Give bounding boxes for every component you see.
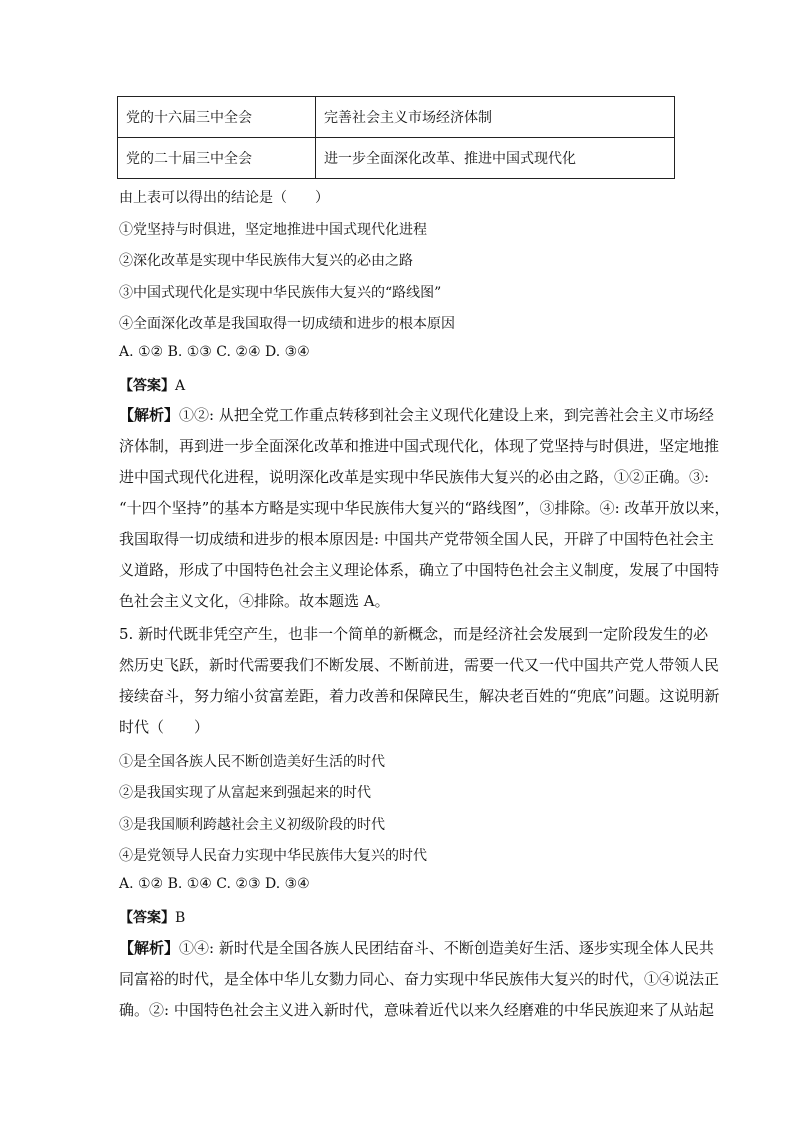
table-row bbox=[118, 97, 675, 138]
q4-option: ③中国式现代化是实现中华民族伟大复兴的“路线图” bbox=[119, 285, 442, 301]
stem-line: 5. 新时代既非凭空产生，也非一个简单的新概念，而是经济社会发展到一定阶段发生的必 bbox=[119, 625, 709, 643]
q4-option: ④全面深化改革是我国取得一切成绩和进步的根本原因 bbox=[119, 316, 455, 332]
answer-label: 【答案】 bbox=[119, 378, 175, 394]
comparison-table bbox=[117, 96, 675, 179]
analysis-label: 【解析】 bbox=[119, 406, 180, 424]
analysis-line: 我国取得一切成绩和进步的根本原因是: 中国共产党带领全国人民，开辟了中国特色社会主 bbox=[119, 530, 714, 548]
analysis-label: 【解析】 bbox=[119, 939, 180, 957]
q4-answer bbox=[119, 375, 185, 395]
q5-option: ②是我国实现了从富起来到强起来的时代 bbox=[119, 785, 371, 801]
q4-analysis bbox=[119, 400, 730, 617]
q4-option: ②深化改革是实现中华民族伟大复兴的必由之路 bbox=[119, 253, 413, 269]
table-cell: 党的二十届三中全会 bbox=[118, 138, 316, 179]
q5-option: ④是党领导人民奋力实现中华民族伟大复兴的时代 bbox=[119, 848, 427, 864]
stem-line: 然历史飞跃，新时代需要我们不断发展、不断前进，需要一代又一代中国共产党人带领人民 bbox=[119, 656, 720, 674]
analysis-line: 进中国式现代化进程，说明深化改革是实现中华民族伟大复兴的必由之路，①②正确。③: bbox=[119, 468, 710, 486]
analysis-line: 确。②: 中国特色社会主义进入新时代，意味着近代以来久经磨难的中华民族迎来了从站起 bbox=[119, 1001, 714, 1019]
answer-label: 【答案】 bbox=[119, 910, 175, 926]
q5-option: ③是我国顺利跨越社会主义初级阶段的时代 bbox=[119, 817, 385, 833]
table-row bbox=[118, 138, 675, 179]
answer-value: B bbox=[175, 910, 186, 926]
q5-analysis bbox=[119, 933, 720, 1026]
analysis-line: 【解析】①②: 从把全党工作重点转移到社会主义现代化建设上来，到完善社会主义市场经 bbox=[119, 406, 714, 424]
table-cell: 完善社会主义市场经济体制 bbox=[316, 97, 675, 138]
table-cell: 进一步全面深化改革、推进中国式现代化 bbox=[316, 138, 675, 179]
table-cell: 党的十六届三中全会 bbox=[118, 97, 316, 138]
q5-choices: A. ①② B. ①④ C. ②③ D. ③④ bbox=[119, 876, 310, 892]
analysis-line: 同富裕的时代，是全体中华儿女勠力同心、奋力实现中华民族伟大复兴的时代，①④说法正 bbox=[119, 970, 720, 988]
analysis-line: 色社会主义文化，④排除。故本题选 A。 bbox=[119, 592, 390, 610]
stem-line: 接续奋斗，努力缩小贫富差距，着力改善和保障民生，解决老百姓的“兜底”问题。这说明新 bbox=[119, 687, 720, 705]
analysis-line: 济体制，再到进一步全面深化改革和推进中国式现代化，体现了党坚持与时俱进，坚定地推 bbox=[119, 437, 720, 455]
analysis-line: “十四个坚持”的基本方略是实现中华民族伟大复兴的“路线图”，③排除。④: 改革开放以来， bbox=[119, 499, 730, 517]
analysis-line: 【解析】①④: 新时代是全国各族人民团结奋斗、不断创造美好生活、逐步实现全体人民共 bbox=[119, 939, 714, 957]
answer-value: A bbox=[175, 378, 186, 394]
analysis-line: 义道路，形成了中国特色社会主义理论体系，确立了中国特色社会主义制度，发展了中国特 bbox=[119, 561, 720, 579]
q5-answer bbox=[119, 907, 185, 927]
q4-choices: A. ①② B. ①③ C. ②④ D. ③④ bbox=[119, 344, 310, 360]
q5-stem bbox=[119, 619, 720, 743]
q5-option: ①是全国各族人民不断创造美好生活的时代 bbox=[119, 754, 385, 770]
q4-stem: 由上表可以得出的结论是（ ） bbox=[119, 190, 329, 206]
q4-option: ①党坚持与时俱进，坚定地推进中国式现代化进程 bbox=[119, 222, 427, 238]
stem-line: 时代（ ） bbox=[119, 718, 210, 736]
